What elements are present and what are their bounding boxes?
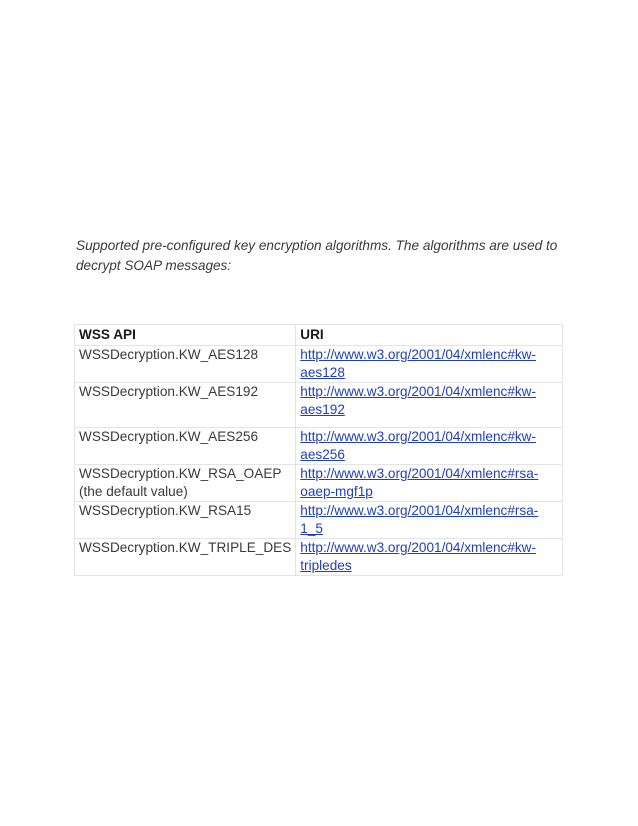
api-cell bbox=[75, 502, 296, 539]
api-cell bbox=[75, 465, 296, 502]
header-uri: URI bbox=[296, 325, 563, 346]
uri-text-line-2: tripledes bbox=[300, 558, 352, 573]
uri-cell bbox=[296, 502, 563, 539]
api-name: WSSDecryption.KW_TRIPLE_DES bbox=[79, 540, 292, 555]
api-note: (the default value) bbox=[79, 484, 188, 499]
uri-text-line-2: aes256 bbox=[300, 447, 345, 462]
api-name: WSSDecryption.KW_AES256 bbox=[79, 429, 259, 444]
table-header-row bbox=[75, 325, 563, 346]
intro-paragraph bbox=[76, 236, 566, 276]
intro-line-1: Supported pre-configured key encryption algorithms. The algorithms are used to bbox=[76, 238, 558, 253]
uri-text-line-2: aes192 bbox=[300, 402, 345, 417]
api-cell bbox=[75, 383, 296, 428]
table-row bbox=[75, 539, 563, 576]
uri-link[interactable] bbox=[300, 346, 558, 382]
table-row bbox=[75, 383, 563, 428]
uri-cell bbox=[296, 465, 563, 502]
api-name: WSSDecryption.KW_AES128 bbox=[79, 347, 259, 362]
uri-link[interactable] bbox=[300, 539, 558, 575]
uri-text-line-1: http://www.w3.org/2001/04/xmlenc#kw- bbox=[300, 540, 537, 555]
uri-text-line-2: aes128 bbox=[300, 365, 345, 380]
uri-text-line-2: 1_5 bbox=[300, 521, 323, 536]
uri-link[interactable] bbox=[300, 465, 558, 501]
table-row bbox=[75, 428, 563, 465]
uri-text-line-1: http://www.w3.org/2001/04/xmlenc#rsa- bbox=[300, 503, 539, 518]
uri-text-line-1: http://www.w3.org/2001/04/xmlenc#kw- bbox=[300, 429, 537, 444]
api-cell bbox=[75, 539, 296, 576]
table-row bbox=[75, 346, 563, 383]
api-name: WSSDecryption.KW_AES192 bbox=[79, 384, 259, 399]
uri-link[interactable] bbox=[300, 428, 558, 464]
uri-cell bbox=[296, 383, 563, 428]
table-row bbox=[75, 502, 563, 539]
uri-text-line-1: http://www.w3.org/2001/04/xmlenc#kw- bbox=[300, 384, 537, 399]
api-cell bbox=[75, 428, 296, 465]
api-cell bbox=[75, 346, 296, 383]
intro-line-2: decrypt SOAP messages: bbox=[76, 258, 232, 273]
uri-text-line-1: http://www.w3.org/2001/04/xmlenc#kw- bbox=[300, 347, 537, 362]
algorithms-table bbox=[74, 324, 563, 576]
api-name: WSSDecryption.KW_RSA15 bbox=[79, 503, 252, 518]
uri-cell bbox=[296, 539, 563, 576]
uri-text-line-1: http://www.w3.org/2001/04/xmlenc#rsa- bbox=[300, 466, 539, 481]
header-wss-api: WSS API bbox=[75, 325, 296, 346]
uri-link[interactable] bbox=[300, 383, 558, 419]
table-row bbox=[75, 465, 563, 502]
uri-cell bbox=[296, 428, 563, 465]
api-name: WSSDecryption.KW_RSA_OAEP bbox=[79, 466, 282, 481]
uri-link[interactable] bbox=[300, 502, 558, 538]
uri-text-line-2: oaep-mgf1p bbox=[300, 484, 373, 499]
uri-cell bbox=[296, 346, 563, 383]
